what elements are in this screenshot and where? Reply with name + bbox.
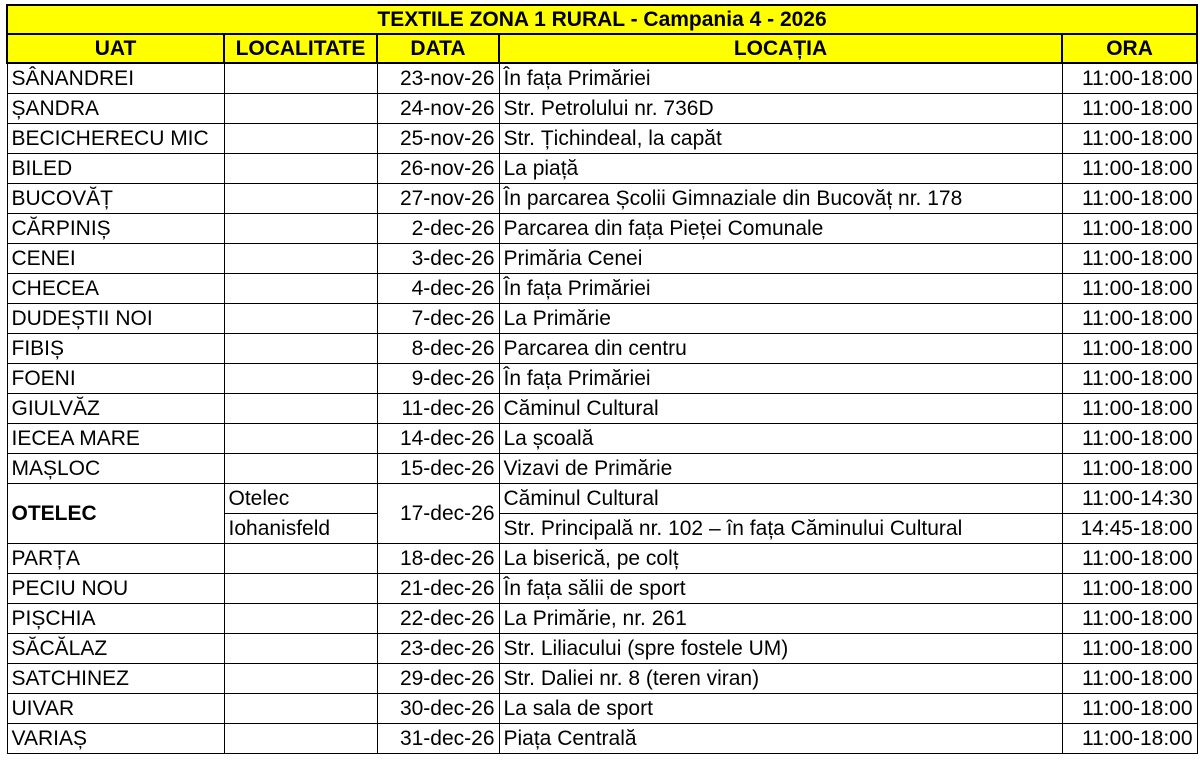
cell-localitate <box>224 694 377 724</box>
cell-localitate <box>224 544 377 574</box>
cell-localitate <box>224 394 377 424</box>
cell-data: 23-dec-26 <box>377 634 499 664</box>
cell-ora: 11:00-18:00 <box>1062 334 1197 364</box>
cell-ora: 11:00-18:00 <box>1062 94 1197 124</box>
cell-data: 29-dec-26 <box>377 664 499 694</box>
header-locatia: LOCAȚIA <box>499 34 1062 63</box>
cell-data: 30-dec-26 <box>377 694 499 724</box>
cell-ora: 11:00-18:00 <box>1062 664 1197 694</box>
cell-locatia: La sala de sport <box>499 694 1062 724</box>
cell-locatia: La Primărie, nr. 261 <box>499 604 1062 634</box>
table-row <box>7 244 1197 274</box>
header-ora: ORA <box>1062 34 1197 63</box>
table-row <box>7 634 1197 664</box>
cell-ora: 11:00-18:00 <box>1062 424 1197 454</box>
cell-localitate <box>224 724 377 754</box>
cell-locatia: Primăria Cenei <box>499 244 1062 274</box>
cell-uat: BUCOVĂȚ <box>7 184 224 214</box>
cell-locatia: În fața Primăriei <box>499 364 1062 394</box>
cell-ora: 11:00-18:00 <box>1062 364 1197 394</box>
header-uat: UAT <box>7 34 224 63</box>
cell-ora: 11:00-18:00 <box>1062 154 1197 184</box>
cell-locatia: Parcarea din centru <box>499 334 1062 364</box>
cell-ora: 11:00-18:00 <box>1062 634 1197 664</box>
cell-locatia: Piața Centrală <box>499 724 1062 754</box>
cell-locatia: Str. Daliei nr. 8 (teren viran) <box>499 664 1062 694</box>
table-row <box>7 94 1197 124</box>
cell-localitate <box>224 364 377 394</box>
cell-data: 21-dec-26 <box>377 574 499 604</box>
cell-localitate <box>224 454 377 484</box>
table-row <box>7 664 1197 694</box>
cell-locatia: Căminul Cultural <box>499 484 1062 514</box>
table-row <box>7 184 1197 214</box>
cell-localitate <box>224 424 377 454</box>
cell-localitate <box>224 154 377 184</box>
cell-data: 27-nov-26 <box>377 184 499 214</box>
cell-uat: BECICHERECU MIC <box>7 124 224 154</box>
table-row <box>7 544 1197 574</box>
cell-locatia: În parcarea Școlii Gimnaziale din Bucovăț nr. 178 <box>499 184 1062 214</box>
table-row <box>7 154 1197 184</box>
cell-data: 9-dec-26 <box>377 364 499 394</box>
cell-locatia: La biserică, pe colț <box>499 544 1062 574</box>
header-data: DATA <box>377 34 499 63</box>
cell-uat: ȘANDRA <box>7 94 224 124</box>
cell-locatia: Parcarea din fața Pieței Comunale <box>499 214 1062 244</box>
cell-uat: BILED <box>7 154 224 184</box>
table-row <box>7 214 1197 244</box>
cell-locatia: În fața Primăriei <box>499 63 1062 94</box>
cell-data: 26-nov-26 <box>377 154 499 184</box>
sheet-title: TEXTILE ZONA 1 RURAL - Campania 4 - 2026 <box>7 5 1197 34</box>
cell-uat: SÂNANDREI <box>7 63 224 94</box>
cell-localitate: Otelec <box>224 484 377 514</box>
table-row <box>7 454 1197 484</box>
table-row <box>7 424 1197 454</box>
cell-data: 31-dec-26 <box>377 724 499 754</box>
table-row <box>7 274 1197 304</box>
schedule-table <box>6 4 1198 754</box>
cell-ora: 11:00-18:00 <box>1062 124 1197 154</box>
cell-uat: PARȚA <box>7 544 224 574</box>
cell-ora: 11:00-18:00 <box>1062 274 1197 304</box>
cell-uat: CHECEA <box>7 274 224 304</box>
cell-ora: 11:00-18:00 <box>1062 544 1197 574</box>
cell-locatia: Str. Principală nr. 102 – în fața Căminului Cultural <box>499 514 1062 544</box>
cell-localitate <box>224 574 377 604</box>
cell-data: 2-dec-26 <box>377 214 499 244</box>
cell-locatia: Str. Petrolului nr. 736D <box>499 94 1062 124</box>
cell-locatia: Căminul Cultural <box>499 394 1062 424</box>
cell-localitate <box>224 304 377 334</box>
cell-locatia: În fața sălii de sport <box>499 574 1062 604</box>
cell-data: 15-dec-26 <box>377 454 499 484</box>
cell-ora: 11:00-18:00 <box>1062 184 1197 214</box>
table-row <box>7 604 1197 634</box>
cell-uat: CENEI <box>7 244 224 274</box>
cell-data: 24-nov-26 <box>377 94 499 124</box>
table-body <box>7 63 1197 754</box>
cell-data: 23-nov-26 <box>377 63 499 94</box>
cell-localitate <box>224 244 377 274</box>
cell-locatia: Str. Liliacului (spre fostele UM) <box>499 634 1062 664</box>
cell-uat: PIȘCHIA <box>7 604 224 634</box>
cell-data: 25-nov-26 <box>377 124 499 154</box>
cell-localitate <box>224 214 377 244</box>
table-row <box>7 304 1197 334</box>
table-row-otelec <box>7 484 1197 514</box>
cell-ora: 14:45-18:00 <box>1062 514 1197 544</box>
table-row <box>7 63 1197 94</box>
cell-uat: MAȘLOC <box>7 454 224 484</box>
cell-locatia: La școală <box>499 424 1062 454</box>
title-row <box>7 5 1197 34</box>
cell-locatia: La piață <box>499 154 1062 184</box>
cell-locatia: La Primărie <box>499 304 1062 334</box>
cell-uat: PECIU NOU <box>7 574 224 604</box>
cell-locatia: Vizavi de Primărie <box>499 454 1062 484</box>
cell-uat: SATCHINEZ <box>7 664 224 694</box>
cell-uat: UIVAR <box>7 694 224 724</box>
cell-uat: VARIAȘ <box>7 724 224 754</box>
cell-data: 22-dec-26 <box>377 604 499 634</box>
cell-localitate <box>224 184 377 214</box>
table-row <box>7 694 1197 724</box>
cell-uat: FOENI <box>7 364 224 394</box>
cell-uat: IECEA MARE <box>7 424 224 454</box>
cell-data: 3-dec-26 <box>377 244 499 274</box>
cell-data: 7-dec-26 <box>377 304 499 334</box>
table-row <box>7 124 1197 154</box>
cell-localitate <box>224 63 377 94</box>
cell-locatia: În fața Primăriei <box>499 274 1062 304</box>
cell-data-otelec: 17-dec-26 <box>377 484 499 544</box>
cell-uat: FIBIȘ <box>7 334 224 364</box>
cell-ora: 11:00-18:00 <box>1062 394 1197 424</box>
cell-ora: 11:00-18:00 <box>1062 604 1197 634</box>
cell-data: 14-dec-26 <box>377 424 499 454</box>
cell-ora: 11:00-18:00 <box>1062 63 1197 94</box>
cell-uat: DUDEȘTII NOI <box>7 304 224 334</box>
cell-uat: CĂRPINIȘ <box>7 214 224 244</box>
cell-localitate <box>224 124 377 154</box>
cell-localitate <box>224 664 377 694</box>
cell-locatia: Str. Țichindeal, la capăt <box>499 124 1062 154</box>
cell-localitate <box>224 274 377 304</box>
cell-localitate <box>224 94 377 124</box>
header-localitate: LOCALITATE <box>224 34 377 63</box>
cell-uat-otelec: OTELEC <box>7 484 224 544</box>
cell-data: 18-dec-26 <box>377 544 499 574</box>
cell-uat: SĂCĂLAZ <box>7 634 224 664</box>
cell-data: 8-dec-26 <box>377 334 499 364</box>
table-row <box>7 394 1197 424</box>
cell-localitate <box>224 604 377 634</box>
cell-data: 11-dec-26 <box>377 394 499 424</box>
cell-localitate: Iohanisfeld <box>224 514 377 544</box>
cell-ora: 11:00-18:00 <box>1062 574 1197 604</box>
cell-ora: 11:00-18:00 <box>1062 244 1197 274</box>
cell-localitate <box>224 334 377 364</box>
cell-uat: GIULVĂZ <box>7 394 224 424</box>
cell-ora: 11:00-18:00 <box>1062 694 1197 724</box>
table-row <box>7 364 1197 394</box>
table-row <box>7 574 1197 604</box>
cell-ora: 11:00-14:30 <box>1062 484 1197 514</box>
table-row <box>7 334 1197 364</box>
header-row <box>7 34 1197 63</box>
cell-localitate <box>224 634 377 664</box>
cell-ora: 11:00-18:00 <box>1062 304 1197 334</box>
cell-ora: 11:00-18:00 <box>1062 214 1197 244</box>
table-row <box>7 724 1197 754</box>
cell-ora: 11:00-18:00 <box>1062 454 1197 484</box>
cell-data: 4-dec-26 <box>377 274 499 304</box>
cell-ora: 11:00-18:00 <box>1062 724 1197 754</box>
